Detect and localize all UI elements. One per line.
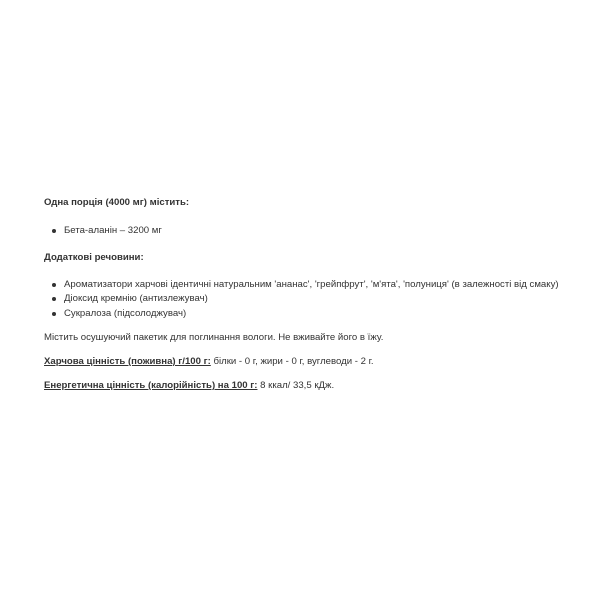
energy-value: [44, 380, 584, 392]
list-item: [44, 225, 584, 240]
energy-text: 8 ккал/ 33,5 кДж.: [257, 379, 335, 391]
list-item-text: Бета-аланін – 3200 мг: [64, 225, 162, 236]
bullet-icon: [52, 283, 56, 287]
list-item-text: Ароматизатори харчові ідентичні натуральним 'ананас', 'грейпфрут', 'м'ята', 'полуниця' (в залежності від смаку): [64, 278, 559, 290]
list-item: [44, 308, 584, 323]
list-item-text: Сукралоза (підсолоджувач): [64, 307, 187, 319]
list-item: [44, 279, 584, 294]
nutrition-value: [44, 356, 584, 368]
product-composition: [44, 197, 584, 392]
bullet-icon: [52, 297, 56, 301]
serving-heading: Одна порція (4000 мг) містить:: [44, 197, 190, 208]
additional-heading: Додаткові речовини:: [44, 251, 144, 263]
list-item: [44, 293, 584, 308]
list-item-text: Діоксид кремнію (антизлежувач): [64, 293, 208, 304]
additional-list: [44, 279, 584, 323]
nutrition-label: Харчова цінність (поживна) г/100 г:: [44, 355, 211, 367]
energy-label: Енергетична цінність (калорійність) на 100 г:: [44, 379, 258, 391]
desiccant-note: Містить осушуючий пакетик для поглинання вологи. Не вживайте його в їжу.: [44, 332, 384, 343]
nutrition-text: білки - 0 г, жири - 0 г, вуглеводи - 2 г.: [210, 355, 374, 367]
serving-list: [44, 225, 584, 240]
bullet-icon: [52, 312, 56, 316]
bullet-icon: [52, 229, 56, 233]
